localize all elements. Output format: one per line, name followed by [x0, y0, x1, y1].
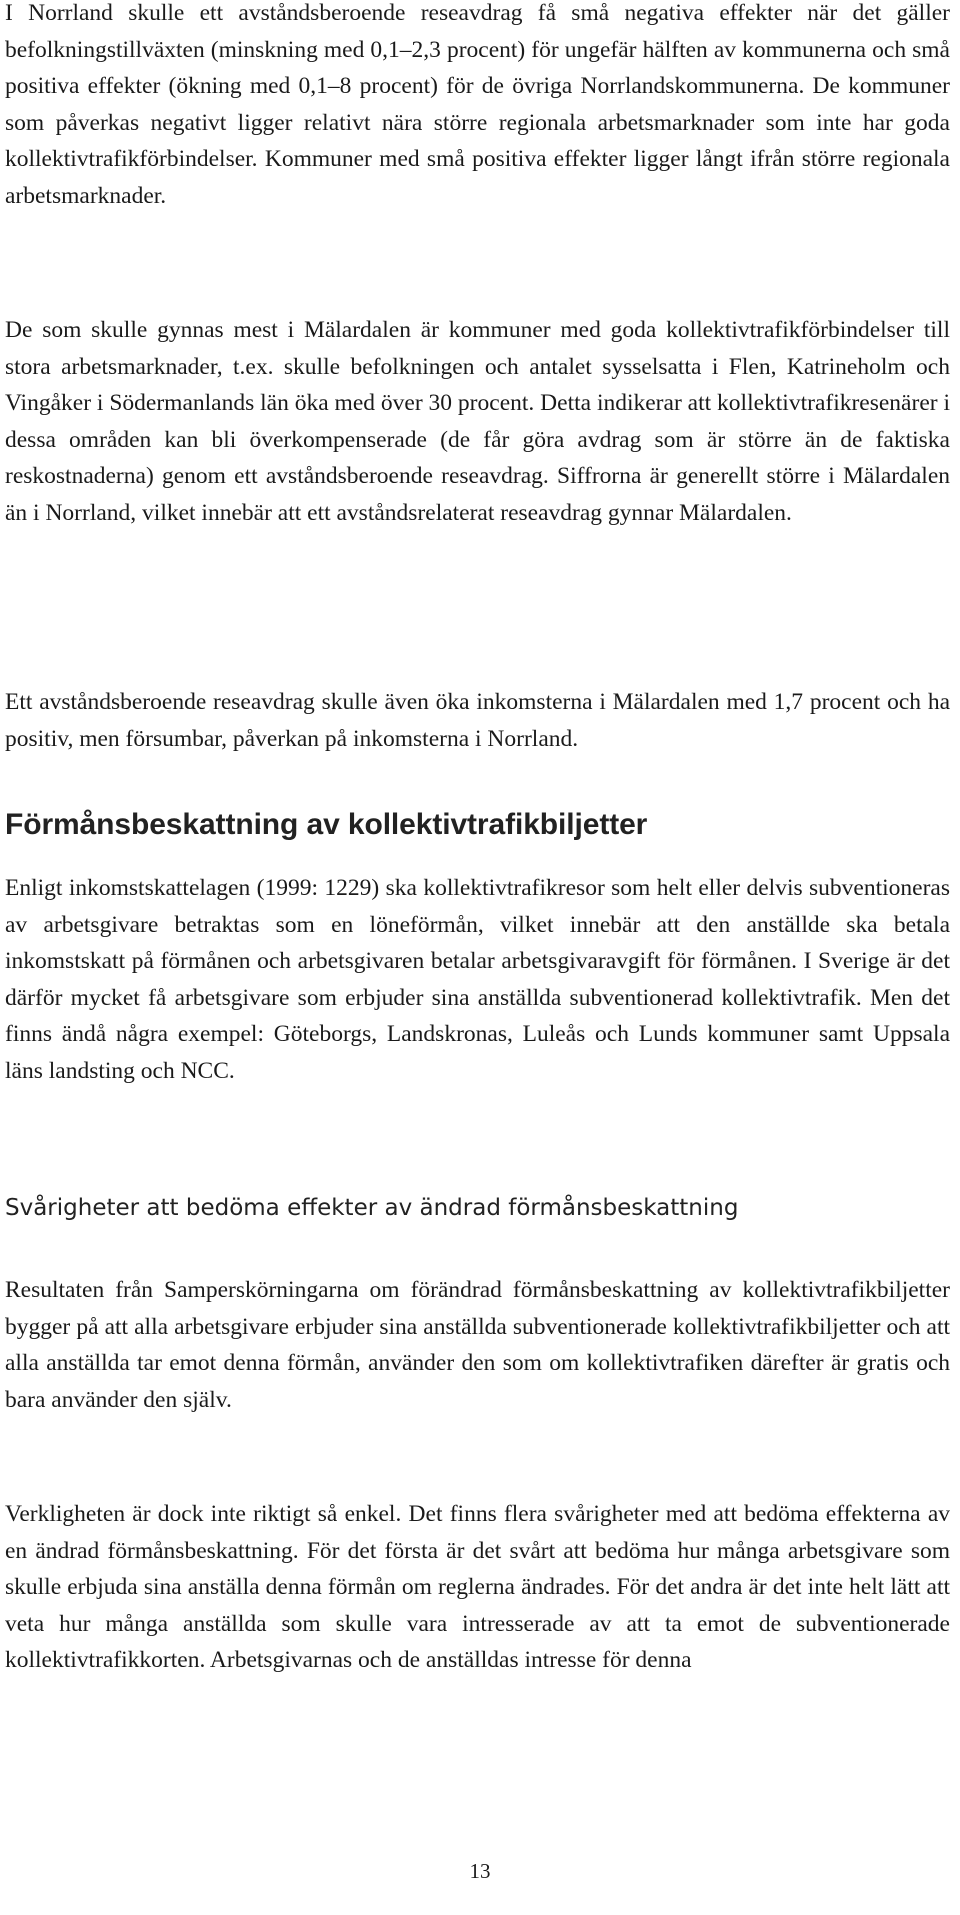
subsection-heading: Svårigheter att bedöma effekter av ändrad förmånsbeskattning — [5, 1195, 739, 1221]
paragraph-income: Ett avståndsberoende reseavdrag skulle även öka inkomsterna i Mälardalen med 1,7 procent och ha positiv, men försumbar, påverkan på inkomsterna i Norrland. — [5, 689, 950, 752]
paragraph-malardalen: De som skulle gynnas mest i Mälardalen är kommuner med goda kollektivtrafikförbindelser till stora arbetsmarknader, t.ex. skulle befolkningen och antalet sysselsatta i Flen, Katrineholm och Vingåker i Södermanlands län öka med över 30 procent. Detta indikerar att kollektivtrafikresenärer i dessa områden kan bli överkompenserade (de får göra avdrag som är större än de faktiska reskostnaderna) genom ett avståndsberoende reseavdrag. Siffrorna är generellt större i Mälardalen än i Norrland, vilket innebär att ett avståndsrelaterat reseavdrag gynnar Mälardalen. — [5, 317, 950, 526]
paragraph-tax-law: Enligt inkomstskattelagen (1999: 1229) ska kollektivtrafikresor som helt eller delvis subventioneras av arbetsgivare betraktas som en löneförmån, vilket innebär att den anställde ska betala inkomstskatt på förmånen och arbetsgivaren betalar arbetsgivaravgift för förmånen. I Sverige är det därför mycket få arbetsgivare som erbjuder sina anställda subventionerad kollektivtrafik. Men det finns ändå några exempel: Göteborgs, Landskronas, Luleås och Lunds kommuner samt Uppsala läns landsting och NCC. — [5, 875, 950, 1084]
section-heading: Förmånsbeskattning av kollektivtrafikbiljetter — [5, 808, 648, 841]
paragraph-difficulties: Verkligheten är dock inte riktigt så enkel. Det finns flera svårigheter med att bedöma effekterna av en ändrad förmånsbeskattning. För det första är det svårt att bedöma hur många arbetsgivare som skulle erbjuda sina anställa denna förmån om reglerna ändrades. För det andra är det inte helt lätt att veta hur många anställda som skulle vara intresserade av att ta emot de subventionerade kollektivtrafikkorten. Arbetsgivarnas och de anställdas intresse för denna — [5, 1501, 950, 1674]
paragraph-results: Resultaten från Samperskörningarna om förändrad förmånsbeskattning av kollektivtrafikbiljetter bygger på att alla arbetsgivare erbjuder sina anställda subventionerade kollektivtrafikbiljetter och att alla anställda tar emot denna förmån, använder den som om kollektivtrafiken därefter är gratis och bara använder den själv. — [5, 1277, 950, 1413]
page-number: 13 — [469, 1859, 491, 1883]
paragraph-norrland: I Norrland skulle ett avståndsberoende reseavdrag få små negativa effekter när det gäller befolkningstillväxten (minskning med 0,1–2,3 procent) för ungefär hälften av kommunerna och små positiva effekter (ökning med 0,1–8 procent) för de övriga Norrlandskommunerna. De kommuner som påverkas negativt ligger relativt nära större regionala arbetsmarknader som inte har goda kollektivtrafikförbindelser. Kommuner med små positiva effekter ligger långt ifrån större regionala arbetsmarknader. — [5, 0, 950, 209]
